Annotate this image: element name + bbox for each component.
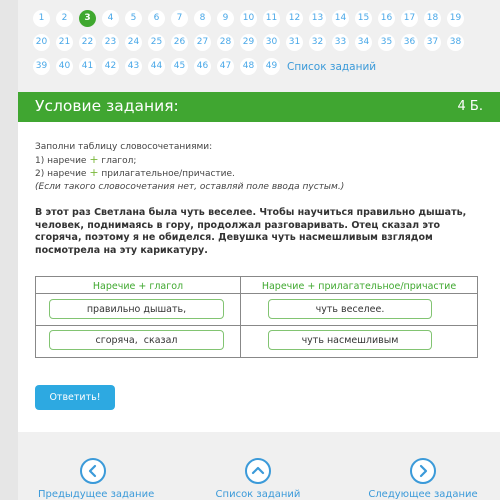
card-title: Условие задания:: [35, 97, 179, 115]
task-number-17[interactable]: 17: [401, 10, 418, 27]
task-number-31[interactable]: 31: [286, 34, 303, 51]
task-number-16[interactable]: 16: [378, 10, 395, 27]
answer-table: [35, 276, 478, 358]
instruction-line: [35, 167, 344, 181]
task-number-38[interactable]: 38: [447, 34, 464, 51]
instruction-part: 1) наречие: [35, 155, 87, 166]
task-number-44[interactable]: 44: [148, 58, 165, 75]
task-number-27[interactable]: 27: [194, 34, 211, 51]
task-number-45[interactable]: 45: [171, 58, 188, 75]
task-number-32[interactable]: 32: [309, 34, 326, 51]
task-number-14[interactable]: 14: [332, 10, 349, 27]
task-number-1[interactable]: 1: [33, 10, 50, 27]
task-number-40[interactable]: 40: [56, 58, 73, 75]
plus-icon: +: [89, 152, 99, 166]
task-number-23[interactable]: 23: [102, 34, 119, 51]
task-number-33[interactable]: 33: [332, 34, 349, 51]
task-number-35[interactable]: 35: [378, 34, 395, 51]
task-number-46[interactable]: 46: [194, 58, 211, 75]
prev-task-link[interactable]: [38, 458, 155, 500]
task-number-5[interactable]: 5: [125, 10, 142, 27]
task-number-21[interactable]: 21: [56, 34, 73, 51]
task-number-20[interactable]: 20: [33, 34, 50, 51]
chevron-right-icon[interactable]: [410, 458, 436, 484]
row-divider: [36, 293, 477, 294]
task-number-43[interactable]: 43: [125, 58, 142, 75]
task-number-13[interactable]: 13: [309, 10, 326, 27]
task-list-label[interactable]: Список заданий: [215, 489, 301, 500]
task-number-7[interactable]: 7: [171, 10, 188, 27]
table-header-adverb-adjective: Наречие + прилагательное/причастие: [261, 281, 457, 292]
task-number-47[interactable]: 47: [217, 58, 234, 75]
task-number-19[interactable]: 19: [447, 10, 464, 27]
task-number-24[interactable]: 24: [125, 34, 142, 51]
plus-icon: +: [89, 166, 99, 179]
submit-button[interactable]: Ответить!: [35, 385, 115, 410]
row-divider: [36, 325, 477, 326]
page: [18, 0, 500, 500]
task-number-28[interactable]: 28: [217, 34, 234, 51]
answer-input[interactable]: правильно дышать,: [49, 299, 224, 319]
table-header-adverb-verb: Наречие + глагол: [92, 281, 184, 292]
task-number-12[interactable]: 12: [286, 10, 303, 27]
task-number-4[interactable]: 4: [102, 10, 119, 27]
task-number-37[interactable]: 37: [424, 34, 441, 51]
task-pager: [18, 0, 500, 88]
answer-input[interactable]: чуть веселее.: [268, 299, 432, 319]
instruction-note: (Если такого словосочетания нет, оставляй поле ввода пустым.): [35, 181, 345, 192]
chevron-left-icon[interactable]: [80, 458, 106, 484]
task-card: [18, 92, 500, 432]
task-list-link[interactable]: [203, 458, 313, 500]
task-number-36[interactable]: 36: [401, 34, 418, 51]
task-number-29[interactable]: 29: [240, 34, 257, 51]
task-number-8[interactable]: 8: [194, 10, 211, 27]
instruction-line: Заполни таблицу словосочетаниями:: [35, 142, 213, 152]
card-header: [18, 92, 500, 122]
next-task-link[interactable]: [368, 458, 478, 500]
pager-row: [33, 58, 376, 75]
answer-input[interactable]: чуть насмешливым: [268, 330, 432, 350]
task-number-3[interactable]: 3: [79, 10, 96, 27]
points-badge: 4 Б.: [457, 99, 483, 114]
instruction-part: глагол;: [101, 155, 137, 166]
task-number-18[interactable]: 18: [424, 10, 441, 27]
task-number-11[interactable]: 11: [263, 10, 280, 27]
task-number-39[interactable]: 39: [33, 58, 50, 75]
task-number-41[interactable]: 41: [79, 58, 96, 75]
instruction-part: прилагательное/причастие.: [101, 169, 235, 179]
task-number-48[interactable]: 48: [240, 58, 257, 75]
pager-row: [33, 34, 470, 51]
task-number-2[interactable]: 2: [56, 10, 73, 27]
next-task-label[interactable]: Следующее задание: [368, 489, 478, 500]
instruction-line: [35, 154, 344, 168]
task-list-link-top[interactable]: Список заданий: [287, 60, 377, 73]
answer-input[interactable]: сгоряча, сказал: [49, 330, 224, 350]
task-number-9[interactable]: 9: [217, 10, 234, 27]
task-number-10[interactable]: 10: [240, 10, 257, 27]
task-number-26[interactable]: 26: [171, 34, 188, 51]
instruction-part: 2) наречие: [35, 169, 87, 179]
task-number-15[interactable]: 15: [355, 10, 372, 27]
task-number-25[interactable]: 25: [148, 34, 165, 51]
task-number-34[interactable]: 34: [355, 34, 372, 51]
pager-row: [33, 10, 470, 27]
task-number-49[interactable]: 49: [263, 58, 280, 75]
task-number-6[interactable]: 6: [148, 10, 165, 27]
task-number-30[interactable]: 30: [263, 34, 280, 51]
instructions: [35, 141, 344, 193]
task-number-42[interactable]: 42: [102, 58, 119, 75]
task-number-22[interactable]: 22: [79, 34, 96, 51]
task-text: В этот раз Светлана была чуть веселее. Чтобы научиться правильно дышать, человек, поднимаясь в гору, продолжал разговаривать. Отец сказал это сгоряча, поэтому я не обиделся. Девушка чуть насмешливым взглядом посмотрела на эту карикатуру.: [35, 207, 467, 256]
prev-task-label[interactable]: Предыдущее задание: [38, 489, 155, 500]
chevron-up-icon[interactable]: [245, 458, 271, 484]
